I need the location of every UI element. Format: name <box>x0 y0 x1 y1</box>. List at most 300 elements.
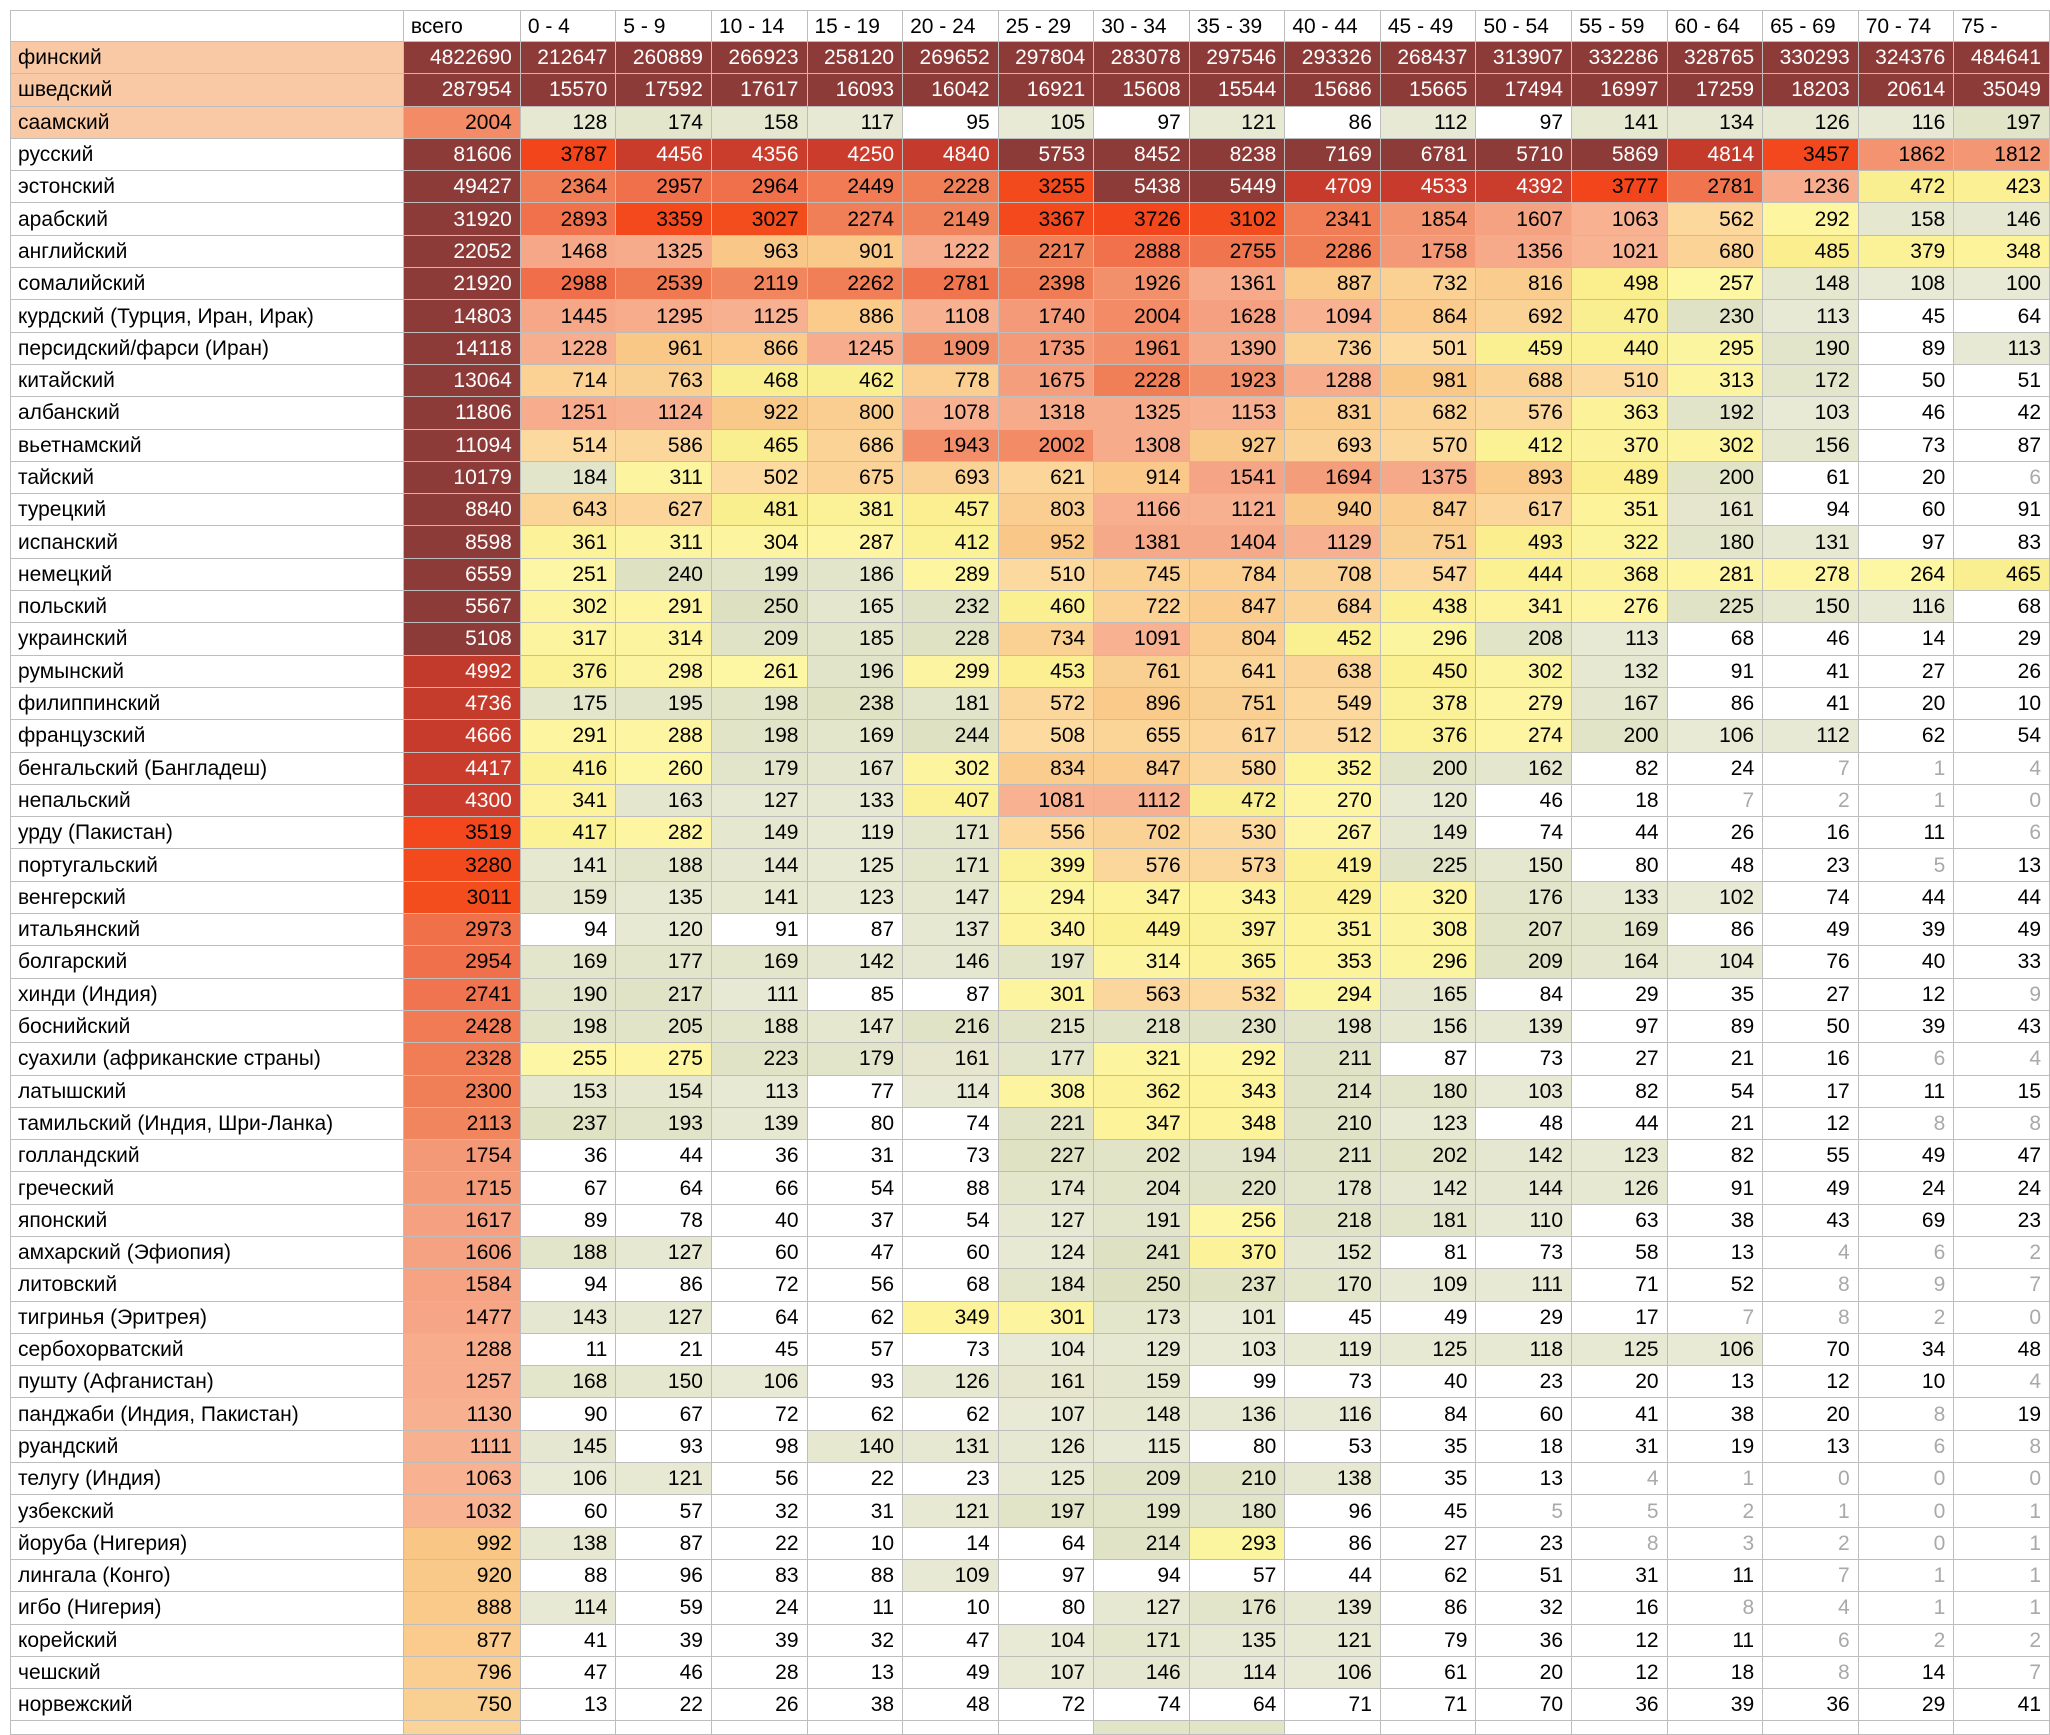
value-cell[interactable]: 80 <box>1572 849 1668 881</box>
value-cell[interactable]: 113 <box>1572 623 1668 655</box>
value-cell[interactable]: 100 <box>1954 268 2050 300</box>
value-cell[interactable]: 349 <box>903 1301 999 1333</box>
column-header-35-39[interactable]: 35 - 39 <box>1189 11 1285 42</box>
value-cell[interactable]: 570 <box>1380 429 1476 461</box>
value-cell[interactable]: 244 <box>903 720 999 752</box>
value-cell[interactable]: 429 <box>1285 881 1381 913</box>
value-cell[interactable]: 343 <box>1189 881 1285 913</box>
value-cell[interactable]: 46 <box>1476 784 1572 816</box>
row-label-cell[interactable]: украинский <box>11 623 404 655</box>
value-cell[interactable]: 16042 <box>903 74 999 106</box>
value-cell[interactable]: 127 <box>616 1301 712 1333</box>
value-cell[interactable]: 101 <box>1189 1301 1285 1333</box>
value-cell[interactable]: 313 <box>1667 364 1763 396</box>
value-cell[interactable]: 148 <box>1094 1398 1190 1430</box>
value-cell[interactable]: 314 <box>616 623 712 655</box>
value-cell[interactable]: 465 <box>711 429 807 461</box>
value-cell[interactable]: 147 <box>807 1010 903 1042</box>
value-cell[interactable]: 159 <box>520 881 616 913</box>
value-cell[interactable]: 7 <box>1667 1301 1763 1333</box>
value-cell[interactable]: 1325 <box>1094 397 1190 429</box>
value-cell[interactable]: 19 <box>1954 1398 2050 1430</box>
value-cell[interactable]: 2781 <box>1667 171 1763 203</box>
row-label-cell[interactable]: венгерский <box>11 881 404 913</box>
value-cell[interactable]: 362 <box>1094 1075 1190 1107</box>
value-cell[interactable]: 20614 <box>1858 74 1954 106</box>
row-label-cell[interactable]: руандский <box>11 1430 404 1462</box>
value-cell[interactable]: 16093 <box>807 74 903 106</box>
value-cell[interactable]: 141 <box>1572 106 1668 138</box>
value-cell[interactable]: 44 <box>1572 817 1668 849</box>
value-cell[interactable]: 5 <box>1858 849 1954 881</box>
value-cell[interactable]: 197 <box>998 1495 1094 1527</box>
value-cell[interactable]: 87 <box>903 978 999 1010</box>
value-cell[interactable]: 106 <box>1667 720 1763 752</box>
value-cell[interactable]: 73 <box>1476 1043 1572 1075</box>
value-cell[interactable]: 3359 <box>616 203 712 235</box>
value-cell[interactable]: 784 <box>1189 558 1285 590</box>
value-cell[interactable]: 484641 <box>1954 42 2050 74</box>
value-cell[interactable]: 47 <box>1954 1140 2050 1172</box>
value-cell[interactable]: 1390 <box>1189 332 1285 364</box>
value-cell[interactable]: 267 <box>1285 817 1381 849</box>
value-cell[interactable]: 1021 <box>1572 235 1668 267</box>
value-cell[interactable]: 14118 <box>403 332 520 364</box>
row-label-cell[interactable]: немецкий <box>11 558 404 590</box>
value-cell[interactable]: 20 <box>1763 1398 1859 1430</box>
value-cell[interactable]: 23 <box>903 1463 999 1495</box>
value-cell[interactable]: 317 <box>520 623 616 655</box>
value-cell[interactable]: 6559 <box>403 558 520 590</box>
value-cell[interactable]: 1251 <box>520 397 616 429</box>
value-cell[interactable]: 2364 <box>520 171 616 203</box>
value-cell[interactable]: 1468 <box>520 235 616 267</box>
value-cell[interactable]: 617 <box>1189 720 1285 752</box>
value-cell[interactable]: 16921 <box>998 74 1094 106</box>
value-cell[interactable]: 621 <box>998 461 1094 493</box>
value-cell[interactable]: 126 <box>903 1366 999 1398</box>
value-cell[interactable]: 453 <box>998 655 1094 687</box>
value-cell[interactable]: 1 <box>1954 1527 2050 1559</box>
value-cell[interactable]: 39 <box>1858 914 1954 946</box>
row-label-cell[interactable]: бенгальский (Бангладеш) <box>11 752 404 784</box>
row-label-cell[interactable]: турецкий <box>11 494 404 526</box>
column-header-0-4[interactable]: 0 - 4 <box>520 11 616 42</box>
partial-cell[interactable] <box>807 1721 903 1735</box>
value-cell[interactable]: 1 <box>1667 1463 1763 1495</box>
value-cell[interactable]: 1130 <box>403 1398 520 1430</box>
value-cell[interactable]: 13 <box>1667 1236 1763 1268</box>
value-cell[interactable]: 49 <box>1763 914 1859 946</box>
value-cell[interactable]: 4356 <box>711 138 807 170</box>
value-cell[interactable]: 141 <box>711 881 807 913</box>
value-cell[interactable]: 72 <box>711 1398 807 1430</box>
value-cell[interactable]: 36 <box>711 1140 807 1172</box>
value-cell[interactable]: 127 <box>998 1204 1094 1236</box>
value-cell[interactable]: 1318 <box>998 397 1094 429</box>
value-cell[interactable]: 1094 <box>1285 300 1381 332</box>
value-cell[interactable]: 39 <box>616 1624 712 1656</box>
value-cell[interactable]: 11 <box>1667 1624 1763 1656</box>
value-cell[interactable]: 126 <box>998 1430 1094 1462</box>
value-cell[interactable]: 214 <box>1285 1075 1381 1107</box>
value-cell[interactable]: 86 <box>1380 1592 1476 1624</box>
value-cell[interactable]: 379 <box>1858 235 1954 267</box>
value-cell[interactable]: 121 <box>903 1495 999 1527</box>
column-header-15-19[interactable]: 15 - 19 <box>807 11 903 42</box>
value-cell[interactable]: 221 <box>998 1107 1094 1139</box>
value-cell[interactable]: 1812 <box>1954 138 2050 170</box>
value-cell[interactable]: 416 <box>520 752 616 784</box>
value-cell[interactable]: 512 <box>1285 720 1381 752</box>
value-cell[interactable]: 1 <box>1954 1495 2050 1527</box>
value-cell[interactable]: 128 <box>520 106 616 138</box>
value-cell[interactable]: 68 <box>1954 591 2050 623</box>
value-cell[interactable]: 64 <box>616 1172 712 1204</box>
value-cell[interactable]: 1617 <box>403 1204 520 1236</box>
value-cell[interactable]: 13 <box>1763 1430 1859 1462</box>
value-cell[interactable]: 190 <box>1763 332 1859 364</box>
value-cell[interactable]: 289 <box>903 558 999 590</box>
value-cell[interactable]: 32 <box>807 1624 903 1656</box>
column-header-30-34[interactable]: 30 - 34 <box>1094 11 1190 42</box>
value-cell[interactable]: 3787 <box>520 138 616 170</box>
value-cell[interactable]: 264 <box>1858 558 1954 590</box>
value-cell[interactable]: 1288 <box>403 1333 520 1365</box>
value-cell[interactable]: 1735 <box>998 332 1094 364</box>
value-cell[interactable]: 296 <box>1380 623 1476 655</box>
value-cell[interactable]: 12 <box>1858 978 1954 1010</box>
value-cell[interactable]: 761 <box>1094 655 1190 687</box>
value-cell[interactable]: 1111 <box>403 1430 520 1462</box>
value-cell[interactable]: 297804 <box>998 42 1094 74</box>
value-cell[interactable]: 31 <box>1572 1430 1668 1462</box>
value-cell[interactable]: 125 <box>998 1463 1094 1495</box>
value-cell[interactable]: 470 <box>1572 300 1668 332</box>
value-cell[interactable]: 1356 <box>1476 235 1572 267</box>
value-cell[interactable]: 180 <box>1189 1495 1285 1527</box>
value-cell[interactable]: 12 <box>1763 1107 1859 1139</box>
row-label-cell[interactable]: лингала (Конго) <box>11 1559 404 1591</box>
value-cell[interactable]: 370 <box>1189 1236 1285 1268</box>
value-cell[interactable]: 638 <box>1285 655 1381 687</box>
value-cell[interactable]: 190 <box>520 978 616 1010</box>
value-cell[interactable]: 68 <box>1667 623 1763 655</box>
value-cell[interactable]: 73 <box>1858 429 1954 461</box>
value-cell[interactable]: 73 <box>903 1140 999 1172</box>
value-cell[interactable]: 489 <box>1572 461 1668 493</box>
value-cell[interactable]: 32 <box>1476 1592 1572 1624</box>
value-cell[interactable]: 152 <box>1285 1236 1381 1268</box>
value-cell[interactable]: 1628 <box>1189 300 1285 332</box>
value-cell[interactable]: 228 <box>903 623 999 655</box>
value-cell[interactable]: 804 <box>1189 623 1285 655</box>
value-cell[interactable]: 184 <box>998 1269 1094 1301</box>
value-cell[interactable]: 1361 <box>1189 268 1285 300</box>
value-cell[interactable]: 171 <box>1094 1624 1190 1656</box>
value-cell[interactable]: 200 <box>1572 720 1668 752</box>
value-cell[interactable]: 116 <box>1285 1398 1381 1430</box>
value-cell[interactable]: 150 <box>1763 591 1859 623</box>
value-cell[interactable]: 71 <box>1285 1689 1381 1721</box>
row-label-cell[interactable]: финский <box>11 42 404 74</box>
value-cell[interactable]: 41 <box>1763 655 1859 687</box>
value-cell[interactable]: 94 <box>520 1269 616 1301</box>
value-cell[interactable]: 86 <box>1667 914 1763 946</box>
value-cell[interactable]: 1 <box>1954 1592 2050 1624</box>
value-cell[interactable]: 10 <box>807 1527 903 1559</box>
value-cell[interactable]: 238 <box>807 687 903 719</box>
value-cell[interactable]: 87 <box>1380 1043 1476 1075</box>
value-cell[interactable]: 751 <box>1189 687 1285 719</box>
value-cell[interactable]: 1607 <box>1476 203 1572 235</box>
value-cell[interactable]: 131 <box>1763 526 1859 558</box>
value-cell[interactable]: 107 <box>998 1656 1094 1688</box>
value-cell[interactable]: 54 <box>807 1172 903 1204</box>
value-cell[interactable]: 138 <box>520 1527 616 1559</box>
value-cell[interactable]: 893 <box>1476 461 1572 493</box>
column-header-60-64[interactable]: 60 - 64 <box>1667 11 1763 42</box>
value-cell[interactable]: 301 <box>998 978 1094 1010</box>
value-cell[interactable]: 302 <box>1667 429 1763 461</box>
value-cell[interactable]: 493 <box>1476 526 1572 558</box>
value-cell[interactable]: 296 <box>1380 946 1476 978</box>
value-cell[interactable]: 12 <box>1763 1366 1859 1398</box>
value-cell[interactable]: 961 <box>616 332 712 364</box>
value-cell[interactable]: 4392 <box>1476 171 1572 203</box>
value-cell[interactable]: 156 <box>1380 1010 1476 1042</box>
row-label-cell[interactable]: персидский/фарси (Иран) <box>11 332 404 364</box>
value-cell[interactable]: 17592 <box>616 74 712 106</box>
value-cell[interactable]: 29 <box>1476 1301 1572 1333</box>
value-cell[interactable]: 18203 <box>1763 74 1859 106</box>
value-cell[interactable]: 225 <box>1667 591 1763 623</box>
value-cell[interactable]: 2002 <box>998 429 1094 461</box>
value-cell[interactable]: 48 <box>1476 1107 1572 1139</box>
value-cell[interactable]: 32 <box>711 1495 807 1527</box>
value-cell[interactable]: 127 <box>711 784 807 816</box>
value-cell[interactable]: 67 <box>520 1172 616 1204</box>
value-cell[interactable]: 2262 <box>807 268 903 300</box>
value-cell[interactable]: 510 <box>1572 364 1668 396</box>
value-cell[interactable]: 0 <box>1858 1495 1954 1527</box>
value-cell[interactable]: 91 <box>1667 1172 1763 1204</box>
value-cell[interactable]: 940 <box>1285 494 1381 526</box>
value-cell[interactable]: 43 <box>1954 1010 2050 1042</box>
value-cell[interactable]: 109 <box>903 1559 999 1591</box>
value-cell[interactable]: 212647 <box>520 42 616 74</box>
value-cell[interactable]: 751 <box>1380 526 1476 558</box>
value-cell[interactable]: 258120 <box>807 42 903 74</box>
value-cell[interactable]: 14 <box>1858 1656 1954 1688</box>
value-cell[interactable]: 4417 <box>403 752 520 784</box>
column-header-55-59[interactable]: 55 - 59 <box>1572 11 1668 42</box>
value-cell[interactable]: 313907 <box>1476 42 1572 74</box>
value-cell[interactable]: 144 <box>711 849 807 881</box>
value-cell[interactable]: 48 <box>903 1689 999 1721</box>
value-cell[interactable]: 311 <box>616 526 712 558</box>
value-cell[interactable]: 16 <box>1763 1043 1859 1075</box>
value-cell[interactable]: 127 <box>616 1236 712 1268</box>
value-cell[interactable]: 198 <box>520 1010 616 1042</box>
value-cell[interactable]: 381 <box>807 494 903 526</box>
value-cell[interactable]: 5869 <box>1572 138 1668 170</box>
value-cell[interactable]: 281 <box>1667 558 1763 590</box>
value-cell[interactable]: 35049 <box>1954 74 2050 106</box>
value-cell[interactable]: 19 <box>1667 1430 1763 1462</box>
value-cell[interactable]: 179 <box>807 1043 903 1075</box>
row-label-cell[interactable]: игбо (Нигерия) <box>11 1592 404 1624</box>
value-cell[interactable]: 8238 <box>1189 138 1285 170</box>
value-cell[interactable]: 341 <box>520 784 616 816</box>
value-cell[interactable]: 125 <box>807 849 903 881</box>
value-cell[interactable]: 11 <box>1667 1559 1763 1591</box>
value-cell[interactable]: 133 <box>807 784 903 816</box>
value-cell[interactable]: 2988 <box>520 268 616 300</box>
row-label-cell[interactable]: английский <box>11 235 404 267</box>
value-cell[interactable]: 196 <box>807 655 903 687</box>
value-cell[interactable]: 314 <box>1094 946 1190 978</box>
value-cell[interactable]: 144 <box>1476 1172 1572 1204</box>
value-cell[interactable]: 12 <box>1572 1656 1668 1688</box>
value-cell[interactable]: 78 <box>616 1204 712 1236</box>
value-cell[interactable]: 46 <box>1858 397 1954 429</box>
value-cell[interactable]: 86 <box>616 1269 712 1301</box>
value-cell[interactable]: 169 <box>711 946 807 978</box>
value-cell[interactable]: 141 <box>520 849 616 881</box>
value-cell[interactable]: 84 <box>1476 978 1572 1010</box>
value-cell[interactable]: 2 <box>1763 784 1859 816</box>
value-cell[interactable]: 378 <box>1380 687 1476 719</box>
row-label-cell[interactable]: испанский <box>11 526 404 558</box>
value-cell[interactable]: 2004 <box>1094 300 1190 332</box>
column-header-70-74[interactable]: 70 - 74 <box>1858 11 1954 42</box>
value-cell[interactable]: 41 <box>520 1624 616 1656</box>
value-cell[interactable]: 53 <box>1285 1430 1381 1462</box>
value-cell[interactable]: 54 <box>1954 720 2050 752</box>
value-cell[interactable]: 549 <box>1285 687 1381 719</box>
value-cell[interactable]: 763 <box>616 364 712 396</box>
value-cell[interactable]: 50 <box>1858 364 1954 396</box>
value-cell[interactable]: 1541 <box>1189 461 1285 493</box>
value-cell[interactable]: 255 <box>520 1043 616 1075</box>
value-cell[interactable]: 45 <box>1285 1301 1381 1333</box>
value-cell[interactable]: 105 <box>998 106 1094 138</box>
value-cell[interactable]: 74 <box>903 1107 999 1139</box>
value-cell[interactable]: 114 <box>520 1592 616 1624</box>
value-cell[interactable]: 61 <box>1763 461 1859 493</box>
value-cell[interactable]: 223 <box>711 1043 807 1075</box>
value-cell[interactable]: 23 <box>1476 1527 1572 1559</box>
value-cell[interactable]: 462 <box>807 364 903 396</box>
value-cell[interactable]: 1129 <box>1285 526 1381 558</box>
value-cell[interactable]: 472 <box>1858 171 1954 203</box>
value-cell[interactable]: 198 <box>711 687 807 719</box>
value-cell[interactable]: 102 <box>1667 881 1763 913</box>
value-cell[interactable]: 368 <box>1572 558 1668 590</box>
value-cell[interactable]: 198 <box>1285 1010 1381 1042</box>
value-cell[interactable]: 510 <box>998 558 1094 590</box>
value-cell[interactable]: 675 <box>807 461 903 493</box>
partial-cell[interactable] <box>1572 1721 1668 1735</box>
value-cell[interactable]: 158 <box>1858 203 1954 235</box>
value-cell[interactable]: 167 <box>1572 687 1668 719</box>
value-cell[interactable]: 111 <box>1476 1269 1572 1301</box>
value-cell[interactable]: 287954 <box>403 74 520 106</box>
value-cell[interactable]: 119 <box>1285 1333 1381 1365</box>
value-cell[interactable]: 44 <box>1285 1559 1381 1591</box>
value-cell[interactable]: 1032 <box>403 1495 520 1527</box>
value-cell[interactable]: 2300 <box>403 1075 520 1107</box>
partial-cell[interactable] <box>1380 1721 1476 1735</box>
value-cell[interactable]: 87 <box>1954 429 2050 461</box>
column-header-75-[interactable]: 75 - <box>1954 11 2050 42</box>
value-cell[interactable]: 72 <box>711 1269 807 1301</box>
value-cell[interactable]: 147 <box>903 881 999 913</box>
value-cell[interactable]: 241 <box>1094 1236 1190 1268</box>
value-cell[interactable]: 61 <box>1380 1656 1476 1688</box>
value-cell[interactable]: 269652 <box>903 42 999 74</box>
value-cell[interactable]: 562 <box>1667 203 1763 235</box>
value-cell[interactable]: 268437 <box>1380 42 1476 74</box>
value-cell[interactable]: 113 <box>711 1075 807 1107</box>
value-cell[interactable]: 181 <box>1380 1204 1476 1236</box>
value-cell[interactable]: 81 <box>1380 1236 1476 1268</box>
value-cell[interactable]: 438 <box>1380 591 1476 623</box>
value-cell[interactable]: 0 <box>1954 1301 2050 1333</box>
value-cell[interactable]: 2328 <box>403 1043 520 1075</box>
value-cell[interactable]: 142 <box>1476 1140 1572 1172</box>
value-cell[interactable]: 116 <box>1858 591 1954 623</box>
value-cell[interactable]: 682 <box>1380 397 1476 429</box>
value-cell[interactable]: 181 <box>903 687 999 719</box>
value-cell[interactable]: 21 <box>1667 1107 1763 1139</box>
value-cell[interactable]: 180 <box>1380 1075 1476 1107</box>
value-cell[interactable]: 135 <box>1189 1624 1285 1656</box>
value-cell[interactable]: 686 <box>807 429 903 461</box>
value-cell[interactable]: 1121 <box>1189 494 1285 526</box>
value-cell[interactable]: 209 <box>1094 1463 1190 1495</box>
value-cell[interactable]: 97 <box>1476 106 1572 138</box>
value-cell[interactable]: 23 <box>1763 849 1859 881</box>
value-cell[interactable]: 161 <box>1667 494 1763 526</box>
value-cell[interactable]: 348 <box>1189 1107 1285 1139</box>
row-label-cell[interactable]: албанский <box>11 397 404 429</box>
value-cell[interactable]: 31 <box>1572 1559 1668 1591</box>
value-cell[interactable]: 3280 <box>403 849 520 881</box>
column-header-50-54[interactable]: 50 - 54 <box>1476 11 1572 42</box>
value-cell[interactable]: 1 <box>1954 1559 2050 1591</box>
value-cell[interactable]: 573 <box>1189 849 1285 881</box>
value-cell[interactable]: 193 <box>616 1107 712 1139</box>
value-cell[interactable]: 1063 <box>403 1463 520 1495</box>
value-cell[interactable]: 96 <box>616 1559 712 1591</box>
row-label-cell[interactable]: румынский <box>11 655 404 687</box>
value-cell[interactable]: 97 <box>1094 106 1190 138</box>
value-cell[interactable]: 981 <box>1380 364 1476 396</box>
value-cell[interactable]: 169 <box>1572 914 1668 946</box>
value-cell[interactable]: 502 <box>711 461 807 493</box>
column-header-10-14[interactable]: 10 - 14 <box>711 11 807 42</box>
value-cell[interactable]: 2 <box>1858 1624 1954 1656</box>
value-cell[interactable]: 1 <box>1763 1495 1859 1527</box>
value-cell[interactable]: 123 <box>807 881 903 913</box>
value-cell[interactable]: 886 <box>807 300 903 332</box>
value-cell[interactable]: 343 <box>1189 1075 1285 1107</box>
value-cell[interactable]: 22 <box>807 1463 903 1495</box>
value-cell[interactable]: 501 <box>1380 332 1476 364</box>
value-cell[interactable]: 57 <box>616 1495 712 1527</box>
